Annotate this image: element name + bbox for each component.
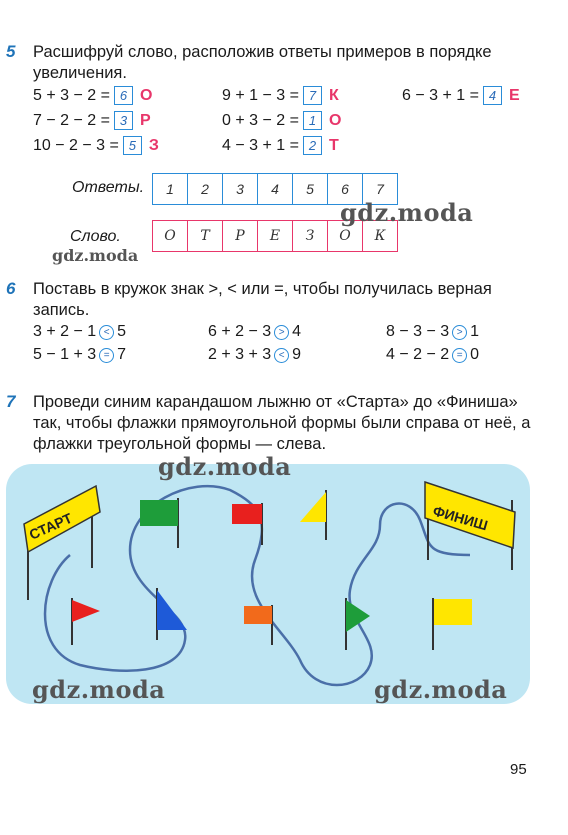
sign-circle: <	[274, 348, 289, 363]
answer-cell: 1	[153, 174, 188, 205]
watermark: gdz.moda	[374, 675, 508, 704]
comparison-right: 4	[292, 323, 302, 340]
example-expr: 7 − 2 − 2 =	[33, 111, 110, 129]
comparison	[33, 346, 126, 364]
comparison-right: 5	[117, 323, 127, 340]
answer-box: 4	[483, 86, 502, 105]
answer-cell: 7	[363, 174, 398, 205]
comparison-left: 3 + 2 − 1	[33, 323, 97, 340]
word-cell: З	[293, 221, 328, 252]
task-number: 7	[6, 392, 16, 411]
comparison-left: 2 + 3 + 3	[208, 346, 272, 363]
finish-label: ФИНИШ	[431, 502, 490, 534]
watermark: gdz.moda	[52, 246, 139, 265]
watermark: gdz.moda	[340, 198, 474, 227]
example-expr: 6 − 3 + 1 =	[402, 86, 479, 104]
sign-circle: =	[99, 348, 114, 363]
answer-cell: 2	[188, 174, 223, 205]
answers-label: Ответы.	[72, 179, 145, 196]
example	[222, 136, 339, 155]
page-number: 95	[510, 761, 527, 778]
answer-box: 7	[303, 86, 322, 105]
example-letter: Т	[328, 136, 339, 154]
example	[222, 86, 339, 105]
watermark: gdz.moda	[158, 452, 292, 481]
answer-cell: 3	[223, 174, 258, 205]
sign-circle: >	[274, 325, 289, 340]
comparison	[33, 323, 126, 341]
comparison-left: 5 − 1 + 3	[33, 346, 97, 363]
comparison-left: 8 − 3 − 3	[386, 323, 450, 340]
example-letter: К	[328, 86, 339, 104]
task-text: Поставь в кружок знак >, < или =, чтобы получилась верная запись.	[33, 280, 492, 319]
sign-circle: =	[452, 348, 467, 363]
example	[33, 136, 159, 155]
comparison	[386, 323, 479, 341]
comparison	[386, 346, 479, 364]
word-label: Слово.	[70, 228, 121, 245]
example-expr: 10 − 2 − 3 =	[33, 136, 119, 154]
example-letter: О	[328, 111, 342, 129]
answer-cell: 5	[293, 174, 328, 205]
example-expr: 4 − 3 + 1 =	[222, 136, 299, 154]
word-cell: Е	[258, 221, 293, 252]
example-letter: Е	[508, 86, 520, 104]
answer-cell: 6	[328, 174, 363, 205]
sign-circle: <	[99, 325, 114, 340]
watermark: gdz.moda	[32, 675, 166, 704]
word-cell: О	[328, 221, 363, 252]
example-letter: З	[148, 136, 159, 154]
answer-box: 3	[114, 111, 133, 130]
comparison	[208, 323, 301, 341]
example-letter: Р	[139, 111, 151, 129]
word-cell: Т	[188, 221, 223, 252]
comparison-right: 0	[470, 346, 480, 363]
example	[33, 86, 152, 105]
comparison-left: 6 + 2 − 3	[208, 323, 272, 340]
example	[33, 111, 151, 130]
comparison-right: 9	[292, 346, 302, 363]
sign-circle: >	[452, 325, 467, 340]
example	[402, 86, 520, 105]
word-cell: О	[153, 221, 188, 252]
example-expr: 5 + 3 − 2 =	[33, 86, 110, 104]
example	[222, 111, 341, 130]
answer-box: 6	[114, 86, 133, 105]
comparison	[208, 346, 301, 364]
word-cell: К	[363, 221, 398, 252]
task-number: 5	[6, 42, 16, 61]
comparison-right: 1	[470, 323, 480, 340]
comparison-left: 4 − 2 − 2	[386, 346, 450, 363]
task-text: Проведи синим карандашом лыжню от «Старта» до «Финиша» так, чтобы флажки прямоугольной формы были справа от неё, а флажки треугольной формы — слева.	[33, 393, 531, 453]
example-expr: 9 + 1 − 3 =	[222, 86, 299, 104]
answer-box: 5	[123, 136, 142, 155]
example-expr: 0 + 3 − 2 =	[222, 111, 299, 129]
answer-box: 1	[303, 111, 322, 130]
task-text: Расшифруй слово, расположив ответы примеров в порядке увеличения.	[33, 43, 492, 82]
word-cell: Р	[223, 221, 258, 252]
answer-box: 2	[303, 136, 322, 155]
example-letter: О	[139, 86, 153, 104]
answer-cell: 4	[258, 174, 293, 205]
task-number: 6	[6, 279, 16, 298]
comparison-right: 7	[117, 346, 127, 363]
start-label: СТАРТ	[26, 509, 75, 543]
